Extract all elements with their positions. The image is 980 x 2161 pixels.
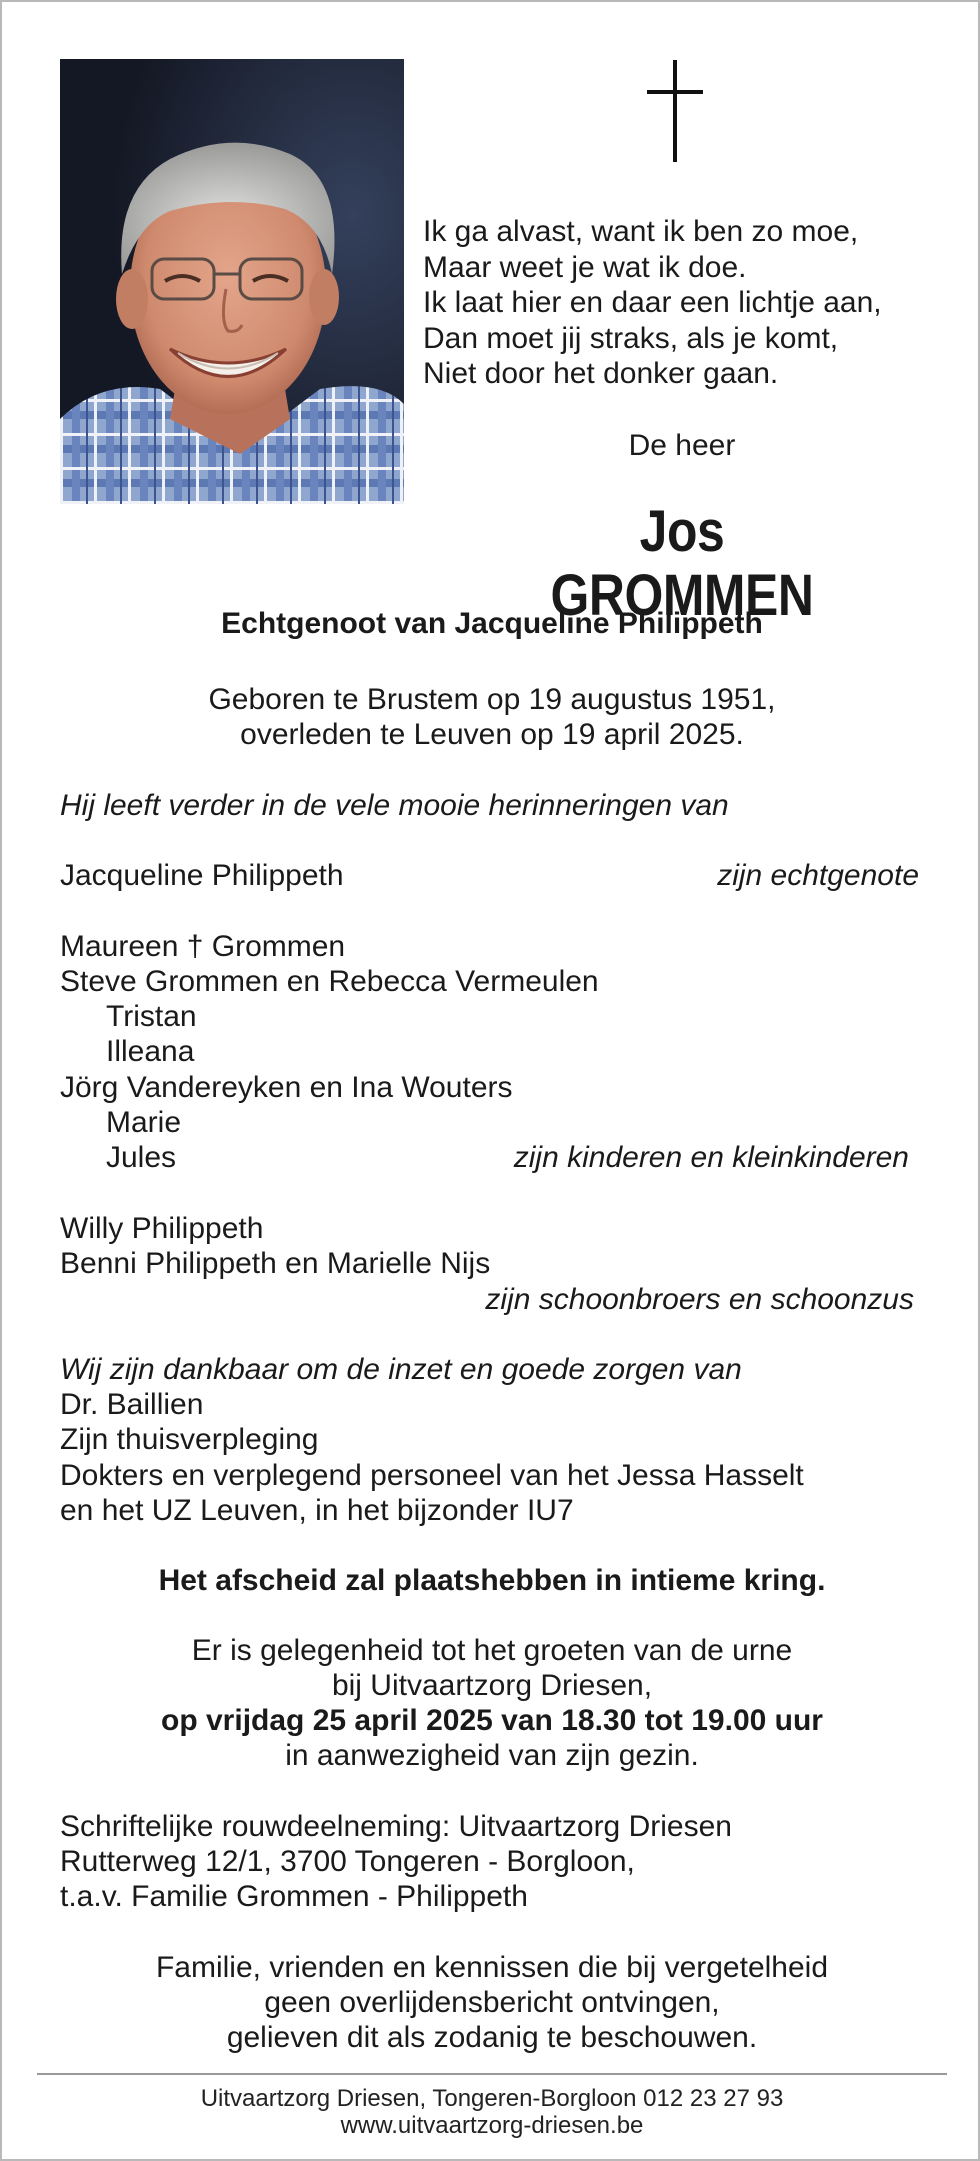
memories-intro: Hij leeft verder in de vele mooie herinneringen van xyxy=(60,789,729,822)
thanks-item: Dr. Baillien xyxy=(60,1388,204,1421)
poem-line: Ik ga alvast, want ik ben zo moe, xyxy=(423,215,859,248)
closing-line: geen overlijdensbericht ontvingen, xyxy=(264,1986,720,2019)
thanks-item: Zijn thuisverpleging xyxy=(60,1423,319,1456)
in-laws-relation: zijn schoonbroers en schoonzus xyxy=(485,1283,914,1316)
spouse-name: Jacqueline Philippeth xyxy=(60,859,344,892)
poem-line: Maar weet je wat ik doe. xyxy=(423,250,747,284)
cross-icon xyxy=(647,60,703,162)
urn-line: in aanwezigheid van zijn gezin. xyxy=(285,1739,699,1772)
closing-line: gelieven dit als zodanig te beschouwen. xyxy=(226,2021,758,2054)
grandchild: Marie xyxy=(106,1106,182,1139)
footer-contact: Uitvaartzorg Driesen, Tongeren-Borgloon 012 23 27 93 xyxy=(200,2085,784,2112)
footer-divider xyxy=(37,2073,947,2075)
deceased-name: Jos GROMMEN xyxy=(550,499,814,628)
spouse-line: Echtgenoot van Jacqueline Philippeth xyxy=(221,607,763,640)
grandchild: Jules xyxy=(106,1141,177,1174)
poem-line: Ik laat hier en daar een lichtje aan, xyxy=(423,286,882,319)
family-member: Steve Grommen en Rebecca Vermeulen xyxy=(60,965,599,998)
poem xyxy=(423,214,882,392)
condolence-line: t.a.v. Familie Grommen - Philippeth xyxy=(60,1880,528,1913)
closing-line: Familie, vrienden en kennissen die bij vergetelheid xyxy=(155,1951,829,1984)
honorific: De heer xyxy=(628,429,736,462)
urn-datetime: op vrijdag 25 april 2025 van 18.30 tot 19.00 uur xyxy=(161,1704,823,1737)
in-law: Willy Philippeth xyxy=(60,1212,264,1245)
portrait-photo xyxy=(60,59,404,504)
in-law: Benni Philippeth en Marielle Nijs xyxy=(60,1247,491,1280)
death-line: overleden te Leuven op 19 april 2025. xyxy=(240,718,744,751)
urn-line: Er is gelegenheid tot het groeten van de urne xyxy=(191,1634,793,1667)
farewell-notice: Het afscheid zal plaatshebben in intieme kring. xyxy=(158,1564,826,1597)
thanks-item: en het UZ Leuven, in het bijzonder IU7 xyxy=(60,1494,574,1527)
thanks-item: Dokters en verplegend personeel van het Jessa Hasselt xyxy=(60,1459,804,1492)
poem-line: Dan moet jij straks, als je komt, xyxy=(423,321,839,355)
children-relation: zijn kinderen en kleinkinderen xyxy=(513,1141,909,1174)
footer-website[interactable]: www.uitvaartzorg-driesen.be xyxy=(340,2112,644,2139)
poem-line: Niet door het donker gaan. xyxy=(423,357,779,390)
spouse-relation: zijn echtgenote xyxy=(717,859,919,892)
family-member: Maureen † Grommen xyxy=(60,930,346,963)
condolence-line: Schriftelijke rouwdeelneming: Uitvaartzorg Driesen xyxy=(60,1810,732,1843)
condolence-line: Rutterweg 12/1, 3700 Tongeren - Borgloon, xyxy=(60,1845,635,1878)
birth-line: Geboren te Brustem op 19 augustus 1951, xyxy=(208,683,776,716)
urn-line: bij Uitvaartzorg Driesen, xyxy=(331,1669,653,1702)
thanks-intro: Wij zijn dankbaar om de inzet en goede zorgen van xyxy=(60,1353,742,1386)
family-member: Jörg Vandereyken en Ina Wouters xyxy=(60,1071,513,1104)
grandchild: Tristan xyxy=(106,1000,197,1033)
grandchild: Illeana xyxy=(106,1035,195,1068)
